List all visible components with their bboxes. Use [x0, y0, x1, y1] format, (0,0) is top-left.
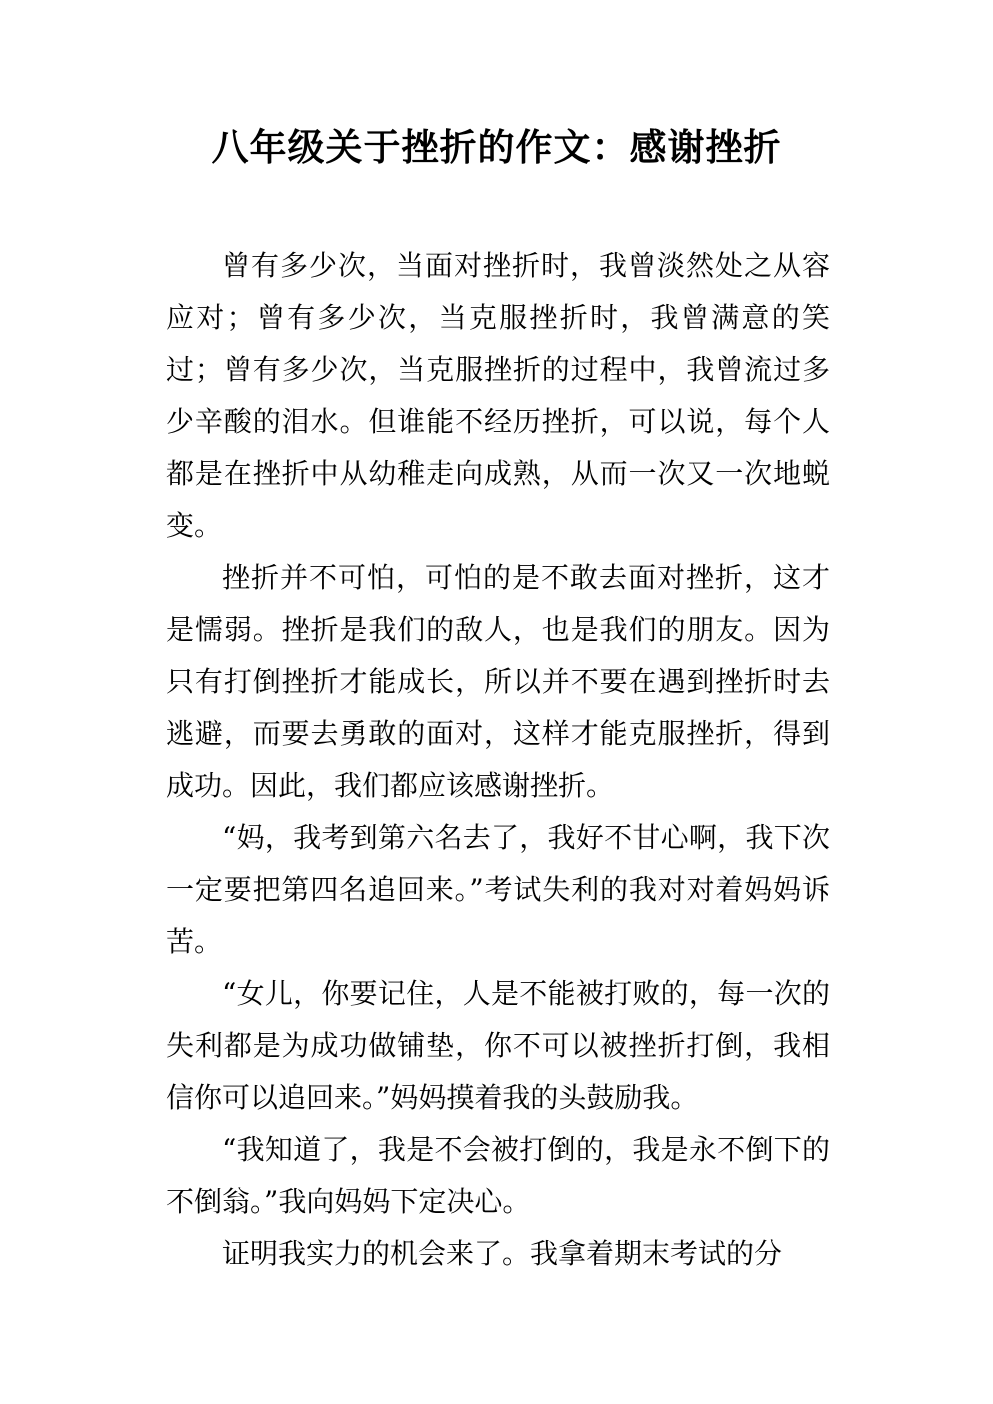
paragraph-4: “女儿，你要记住，人是不能被打败的，每一次的失利都是为成功做铺垫，你不可以被挫折打倒，我相信你可以追回来。”妈妈摸着我的头鼓励我。: [166, 977, 830, 1114]
document-body: [166, 240, 830, 1280]
paragraph-3: “妈，我考到第六名去了，我好不甘心啊，我下次一定要把第四名追回来。”考试失利的我对对着妈妈诉苦。: [166, 821, 830, 958]
paragraph-5: “我知道了，我是不会被打倒的，我是永不倒下的不倒翁。”我向妈妈下定决心。: [166, 1133, 830, 1218]
paragraph-2: 挫折并不可怕，可怕的是不敢去面对挫折，这才是懦弱。挫折是我们的敌人，也是我们的朋友。因为只有打倒挫折才能成长，所以并不要在遇到挫折时去逃避，而要去勇敢的面对，这样才能克服挫折，得到成功。因此，我们都应该感谢挫折。: [166, 561, 830, 802]
document-title: 八年级关于挫折的作文：感谢挫折: [211, 126, 782, 169]
paragraph-1: 曾有多少次，当面对挫折时，我曾淡然处之从容应对；曾有多少次，当克服挫折时，我曾满意的笑过；曾有多少次，当克服挫折的过程中，我曾流过多少辛酸的泪水。但谁能不经历挫折，可以说，每个人都是在挫折中从幼稚走向成熟，从而一次又一次地蜕变。: [166, 249, 830, 542]
paragraph-6: 证明我实力的机会来了。我拿着期末考试的分: [222, 1237, 783, 1270]
